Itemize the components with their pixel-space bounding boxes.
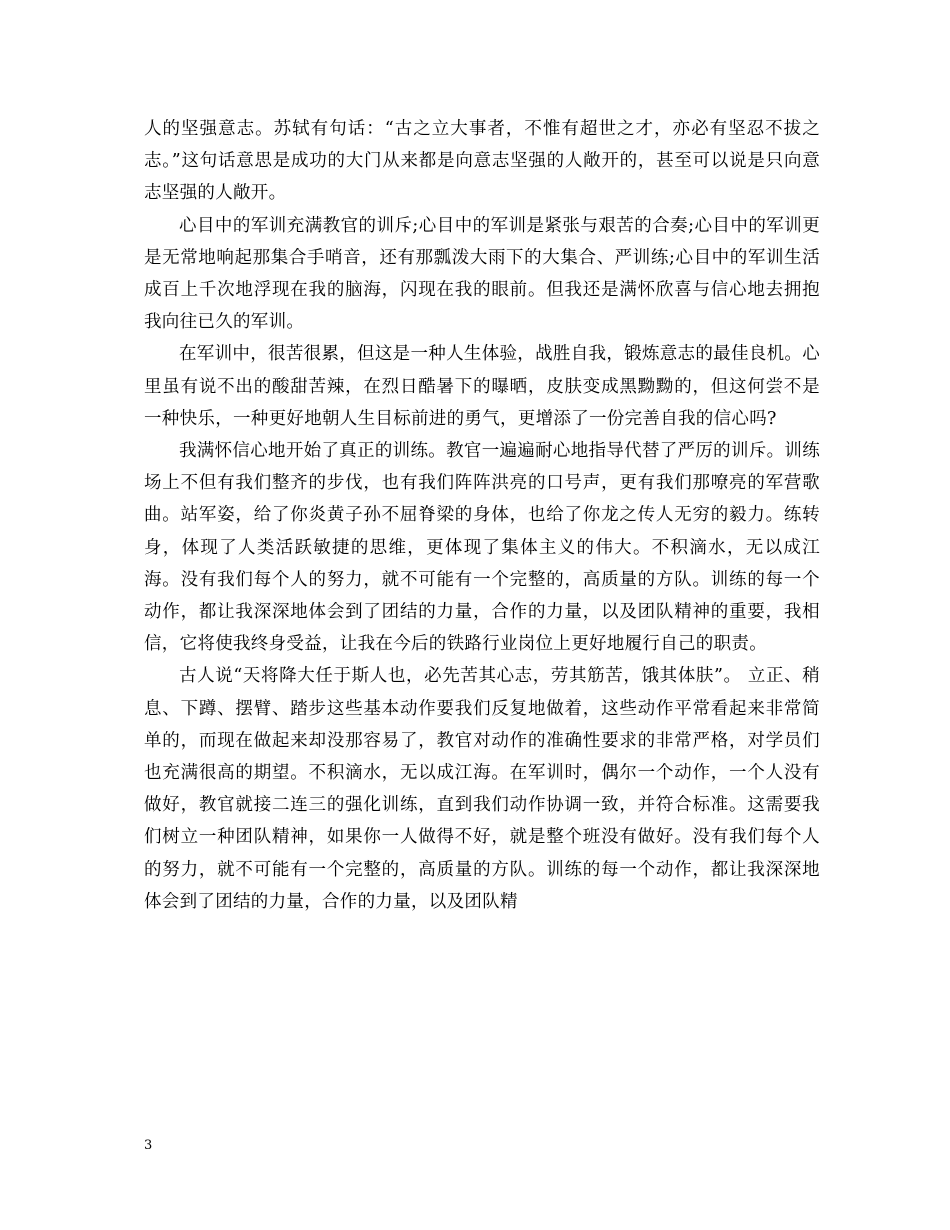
- paragraph: 古人说“天将降大任于斯人也，必先苦其心志，劳其筋苦，饿其体肤”。 立正、稍息、下蹲、摆臂、踏步这些基本动作要我们反复地做着，这些动作平常看起来非常简单的，而现在做起来却没那容易了，教官对动作的准确性要求的非常严格，对学员们也充满很高的期望。不积滴水，无以成江海。在军训时，偶尔一个动作，一个人没有做好，教官就接二连三的强化训练，直到我们动作协调一致，并符合标准。这需要我们树立一种团队精神，如果你一人做得不好，就是整个班没有做好。没有我们每个人的努力，就不可能有一个完整的，高质量的方队。训练的每一个动作，都让我深深地体会到了团结的力量，合作的力量，以及团队精: [144, 666, 820, 912]
- paragraph: 在军训中，很苦很累，但这是一种人生体验，战胜自我，锻炼意志的最佳良机。心里虽有说不出的酸甜苦辣，在烈日酷暑下的曝晒，皮肤变成黑黝黝的，但这何尝不是一种快乐，一种更好地朝人生目标前进的勇气，更增添了一份完善自我的信心吗?: [144, 344, 820, 429]
- body-text: [144, 113, 820, 918]
- paragraph-continuation: 人的坚强意志。苏轼有句话：“古之立大事者，不惟有超世之才，亦必有坚忍不拔之志。”这句话意思是成功的大门从来都是向意志坚强的人敞开的，甚至可以说是只向意志坚强的人敞开。: [144, 119, 820, 204]
- paragraph: 心目中的军训充满教官的训斥;心目中的军训是紧张与艰苦的合奏;心目中的军训更是无常地响起那集合手哨音，还有那瓢泼大雨下的大集合、严训练;心目中的军训生活成百上千次地浮现在我的脑海，闪现在我的眼前。但我还是满怀欣喜与信心地去拥抱我向往已久的军训。: [144, 215, 820, 333]
- paragraph: 我满怀信心地开始了真正的训练。教官一遍遍耐心地指导代替了严厉的训斥。训练场上不但有我们整齐的步伐，也有我们阵阵洪亮的口号声，更有我们那嘹亮的军营歌曲。站军姿，给了你炎黄子孙不屈脊梁的身体，也给了你龙之传人无穷的毅力。练转身，体现了人类活跃敏捷的思维，更体现了集体主义的伟大。不积滴水，无以成江海。没有我们每个人的努力，就不可能有一个完整的，高质量的方队。训练的每一个动作，都让我深深地体会到了团结的力量，合作的力量，以及团队精神的重要，我相信，它将使我终身受益，让我在今后的铁路行业岗位上更好地履行自己的职责。: [144, 441, 820, 655]
- page-number: 3: [144, 1138, 153, 1153]
